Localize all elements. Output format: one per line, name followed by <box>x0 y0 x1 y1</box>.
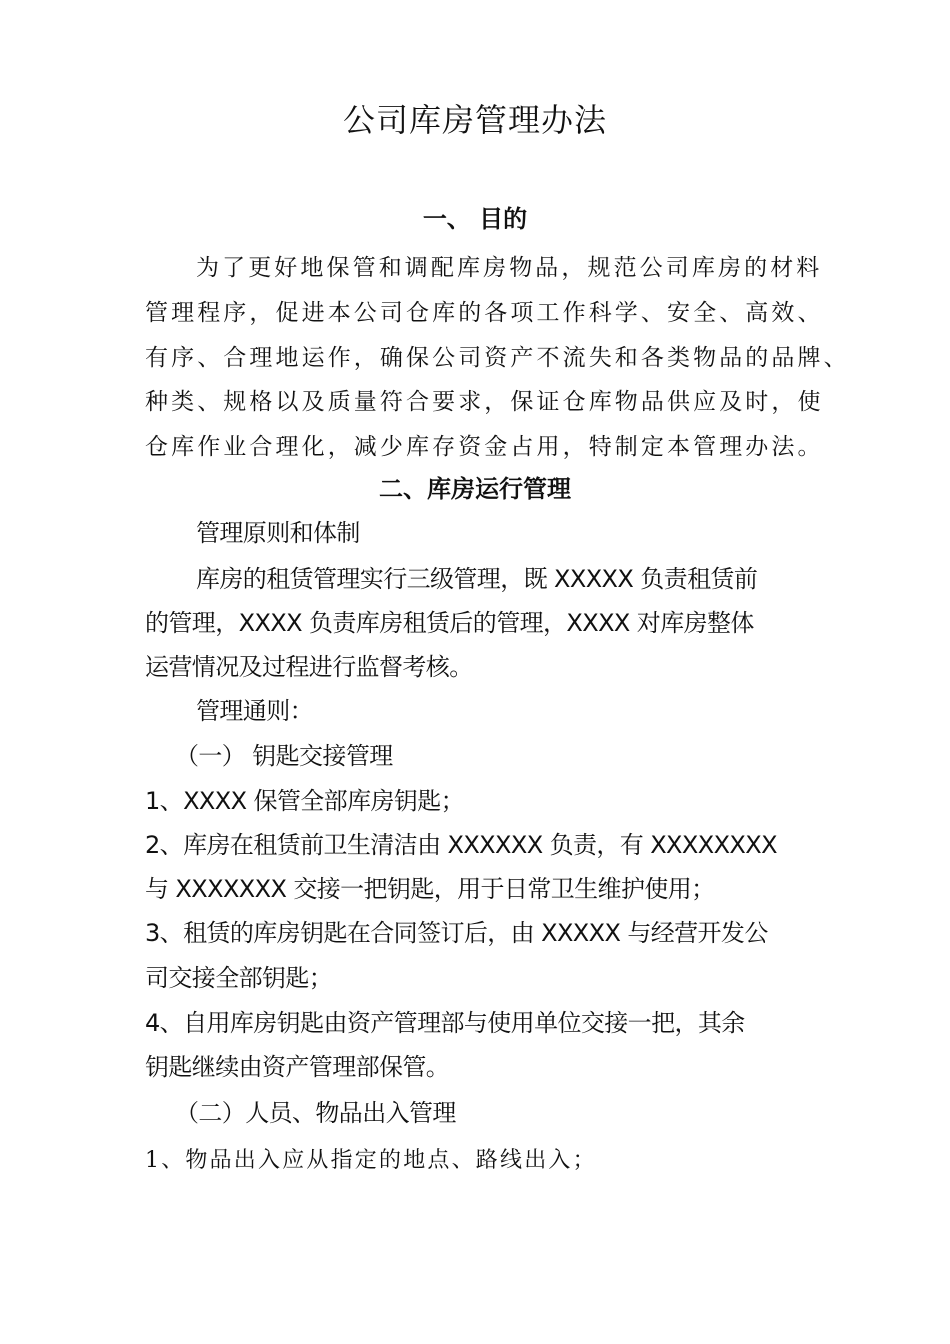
paragraph-line: 为了更好地保管和调配库房物品，规范公司库房的材料 <box>196 255 823 281</box>
section-heading-purpose: 一、 目的 <box>422 205 528 233</box>
list-item: 1、XXXX 保管全部库房钥匙； <box>145 787 465 815</box>
list-item: 1、物品出入应从指定的地点、路线出入； <box>145 1148 597 1173</box>
paragraph-line: 有序、合理地运作，确保公司资产不流失和各类物品的品牌、 <box>145 345 850 371</box>
paragraph-line: 的管理，XXXX 负责库房租赁后的管理，XXXX 对库房整体 <box>145 609 754 637</box>
general-rules-label: 管理通则： <box>196 697 313 725</box>
list-item: 3、租赁的库房钥匙在合同签订后，由 XXXXX 与经营开发公 <box>145 919 768 947</box>
list-item-continued: 钥匙继续由资产管理部保管。 <box>145 1053 450 1081</box>
document-title: 公司库房管理办法 <box>342 101 607 139</box>
part-heading-keys: （一） 钥匙交接管理 <box>175 742 393 770</box>
list-item: 2、库房在租赁前卫生清洁由 XXXXXX 负责，有 XXXXXXXX <box>145 831 777 859</box>
paragraph-line: 库房的租赁管理实行三级管理，既 XXXXX 负责租赁前 <box>196 565 758 593</box>
paragraph-line: 种类、规格以及质量符合要求，保证仓库物品供应及时，使 <box>145 389 824 415</box>
paragraph-line: 运营情况及过程进行监督考核。 <box>145 653 473 681</box>
part-heading-access: （二）人员、物品出入管理 <box>175 1099 456 1127</box>
section-heading-operation: 二、库房运行管理 <box>379 475 571 503</box>
list-item-continued: 司交接全部钥匙； <box>145 964 333 992</box>
paragraph-line: 仓库作业合理化，减少库存资金占用，特制定本管理办法。 <box>145 434 824 460</box>
subheading: 管理原则和体制 <box>196 519 360 547</box>
paragraph-line: 管理程序，促进本公司仓库的各项工作科学、安全、高效、 <box>145 300 824 326</box>
list-item: 4、自用库房钥匙由资产管理部与使用单位交接一把，其余 <box>145 1009 745 1037</box>
list-item-continued: 与 XXXXXXX 交接一把钥匙，用于日常卫生维护使用； <box>145 875 715 903</box>
